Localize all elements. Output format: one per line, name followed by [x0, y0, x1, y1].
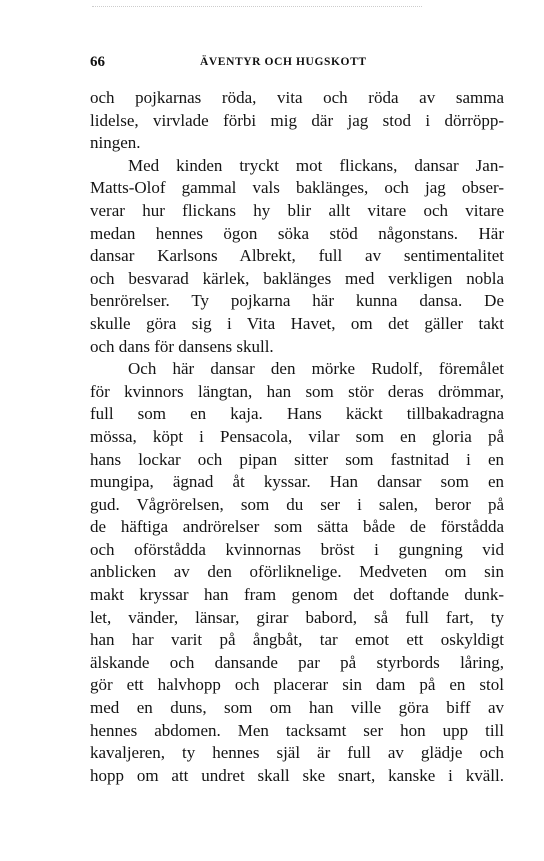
text-line: full som en kaja. Hans käckt tillbakadragna: [90, 404, 504, 424]
page-top-edge: [92, 0, 422, 7]
text-line: Med kinden tryckt mot flickans, dansar Jan-: [128, 155, 504, 175]
text-line: de häftiga andrörelser som sätta både de förstådda: [90, 517, 504, 537]
paragraph-1: [90, 87, 504, 155]
running-title: ÄVENTYR OCH HUGSKOTT: [200, 56, 367, 68]
body-text: [90, 87, 504, 787]
text-line: han har varit på ångbåt, tar emot ett oskyldigt: [90, 630, 504, 650]
text-line: gör ett halvhopp och placerar sin dam på en stol: [90, 675, 504, 695]
text-line: älskande och dansande par på styrbords låring,: [90, 652, 504, 672]
page-number: 66: [90, 54, 105, 70]
text-line: och dans för dansens skull.: [90, 336, 274, 356]
text-line: Och här dansar den mörke Rudolf, föremålet: [128, 359, 504, 379]
text-line: lidelse, virvlade förbi mig där jag stod i dörröpp-: [90, 110, 504, 130]
text-line: och oförstådda kvinnornas bröst i gungning vid: [90, 539, 504, 559]
text-line: med en duns, som om han ville göra biff av: [90, 698, 504, 718]
text-line: mungipa, ägnad åt kyssar. Han dansar som en: [90, 472, 504, 492]
text-line: makt kryssar han fram genom det doftande dunk-: [90, 585, 504, 605]
text-line: let, vänder, länsar, girar babord, så full fart, ty: [90, 607, 504, 627]
paragraph-2: [90, 155, 504, 358]
text-line: hans lockar och pipan sitter som fastnitad i en: [90, 449, 504, 469]
text-line: skulle göra sig i Vita Havet, om det gäller takt: [90, 313, 504, 333]
text-line: och pojkarnas röda, vita och röda av samma: [90, 88, 504, 107]
text-line: kavaljeren, ty hennes själ är full av glädje och: [90, 743, 504, 763]
text-line: hennes abdomen. Men tacksamt ser hon upp till: [90, 720, 504, 740]
text-line: medan hennes ögon söka stöd någonstans. Här: [90, 223, 504, 243]
text-line: ningen.: [90, 133, 141, 153]
text-line: benrörelser. Ty pojkarna här kunna dansa. De: [90, 291, 504, 311]
text-line: för kvinnors längtan, han som stör deras drömmar,: [90, 381, 504, 401]
text-line: dansar Karlsons Albrekt, full av sentimentalitet: [90, 246, 504, 266]
text-line: hopp om att undret skall ske snart, kanske i kväll.: [90, 765, 504, 785]
text-line: och besvarad kärlek, baklänges med verkligen nobla: [90, 268, 504, 288]
text-line: gud. Vågrörelsen, som du ser i salen, beror på: [90, 494, 504, 514]
paragraph-3: [90, 358, 504, 787]
text-line: verar hur flickans hy blir allt vitare och vitare: [90, 200, 504, 220]
text-line: Matts-Olof gammal vals baklänges, och jag obser-: [90, 178, 504, 198]
text-line: anblicken av den oförliknelige. Medveten om sin: [90, 562, 504, 582]
text-line: mössa, köpt i Pensacola, vilar som en gloria på: [90, 426, 504, 446]
